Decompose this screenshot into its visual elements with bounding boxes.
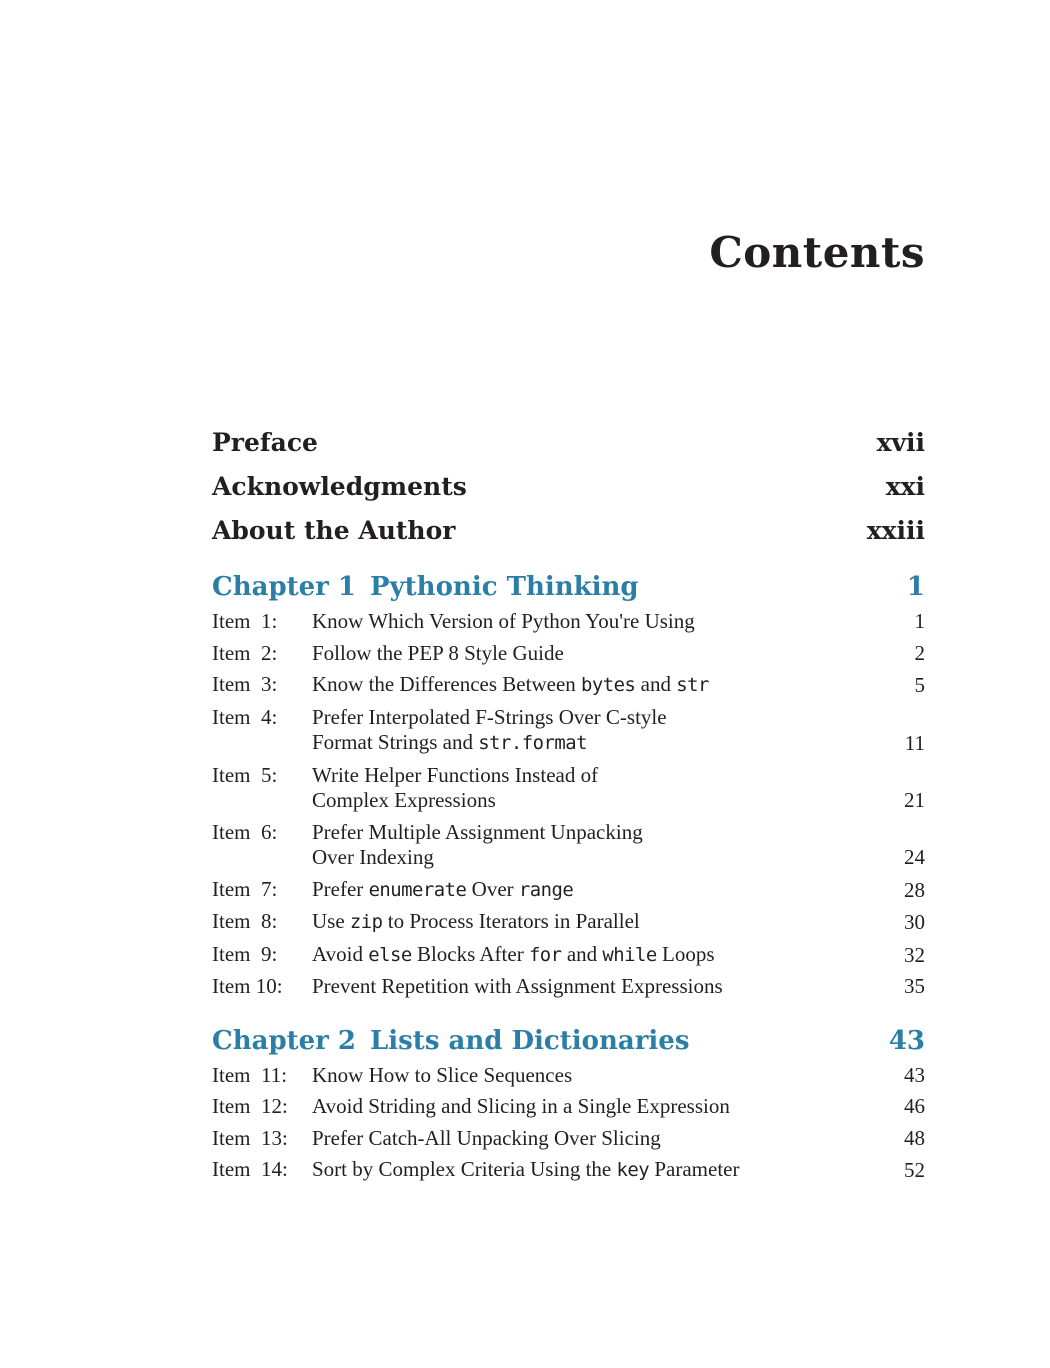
toc-item-page-number: 52 xyxy=(904,1158,925,1183)
inline-code: str.format xyxy=(478,732,587,755)
toc-item xyxy=(212,974,925,1000)
plain-text: Avoid xyxy=(312,941,369,966)
toc-item-line xyxy=(312,705,861,731)
plain-text: Know Which Version of Python You're Using xyxy=(312,609,695,634)
toc-item-label: Item 9: xyxy=(212,941,278,966)
toc-item xyxy=(212,909,925,936)
toc-item-text xyxy=(312,763,869,814)
toc-item-page-number: 1 xyxy=(914,609,925,634)
toc-item xyxy=(212,1094,925,1120)
toc-item-text xyxy=(312,672,869,699)
toc-item-line xyxy=(312,609,861,635)
toc-item xyxy=(212,609,925,635)
toc-item-label: Item 10: xyxy=(212,974,283,999)
plain-text: Prefer Interpolated F-Strings Over C-style xyxy=(312,704,667,729)
toc-item-page-number: 5 xyxy=(914,673,925,698)
plain-text: Write Helper Functions Instead of xyxy=(312,762,599,787)
chapter-heading xyxy=(212,1024,925,1058)
toc-item-text xyxy=(312,1157,869,1184)
toc-item xyxy=(212,641,925,667)
toc-item-page-number: 35 xyxy=(904,974,925,999)
toc-item xyxy=(212,820,925,871)
toc-item xyxy=(212,763,925,814)
toc-item xyxy=(212,1126,925,1152)
toc-item-line xyxy=(312,845,861,871)
toc-item xyxy=(212,942,925,969)
front-matter-page-number: xvii xyxy=(876,428,925,458)
inline-code: bytes xyxy=(581,674,636,697)
toc-item-line xyxy=(312,909,861,936)
plain-text: Prefer xyxy=(312,876,369,901)
toc-item-page-number: 28 xyxy=(904,877,925,902)
toc-item xyxy=(212,877,925,904)
chapter-page-number: 43 xyxy=(888,1025,925,1056)
plain-text: Prefer Catch-All Unpacking Over Slicing xyxy=(312,1125,661,1150)
inline-code: for xyxy=(528,943,562,966)
toc-item xyxy=(212,672,925,699)
toc-item-label: Item 8: xyxy=(212,909,278,934)
toc-item-text xyxy=(312,877,869,904)
toc-item-line xyxy=(312,1063,861,1089)
toc-item-line xyxy=(312,942,861,969)
toc-item-page-number: 11 xyxy=(904,731,925,756)
plain-text: Follow the PEP 8 Style Guide xyxy=(312,640,564,665)
chapter-title: Lists and Dictionaries xyxy=(370,1025,690,1056)
toc-item-text xyxy=(312,641,869,667)
chapter-heading xyxy=(212,570,925,604)
toc-item-text xyxy=(312,942,869,969)
front-matter-list xyxy=(212,428,925,546)
front-matter-title: About the Author xyxy=(212,516,456,546)
front-matter-page-number: xxiii xyxy=(866,516,925,546)
chapter-items xyxy=(212,609,925,1000)
plain-text: Blocks After xyxy=(411,941,529,966)
chapter-label: Chapter 2 xyxy=(212,1025,357,1056)
toc-item-line xyxy=(312,1157,861,1184)
toc-item-line xyxy=(312,763,861,789)
toc-item-label: Item 11: xyxy=(212,1062,288,1087)
inline-code: key xyxy=(616,1159,650,1182)
plain-text: Sort by Complex Criteria Using the xyxy=(312,1157,617,1182)
toc-item-label: Item 12: xyxy=(212,1094,288,1119)
toc-item-label: Item 13: xyxy=(212,1125,288,1150)
toc-item-text xyxy=(312,974,869,1000)
toc-item-text xyxy=(312,1094,869,1120)
inline-code: enumerate xyxy=(368,878,467,901)
inline-code: while xyxy=(602,943,657,966)
toc-item-text xyxy=(312,609,869,635)
toc-item-label: Item 2: xyxy=(212,640,278,665)
toc-item-page-number: 2 xyxy=(914,640,925,665)
plain-text: Prefer Multiple Assignment Unpacking xyxy=(312,819,643,844)
toc-item-line xyxy=(312,1126,861,1152)
toc-item xyxy=(212,705,925,757)
front-matter-page-number: xxi xyxy=(885,472,925,502)
front-matter-entry xyxy=(212,472,925,502)
front-matter-entry xyxy=(212,516,925,546)
inline-code: range xyxy=(518,878,574,901)
toc-item-page-number: 48 xyxy=(904,1125,925,1150)
toc-item-label: Item 6: xyxy=(212,819,278,844)
plain-text: and xyxy=(561,941,603,966)
plain-text: Parameter xyxy=(649,1157,740,1182)
chapters-list xyxy=(212,570,925,1184)
toc-item-line xyxy=(312,974,861,1000)
toc-item xyxy=(212,1157,925,1184)
toc-item-line xyxy=(312,820,861,846)
toc-item-label: Item 14: xyxy=(212,1157,288,1182)
toc-item-label: Item 3: xyxy=(212,672,278,697)
page-title: Contents xyxy=(709,228,925,277)
toc-item-text xyxy=(312,909,869,936)
chapter-block xyxy=(212,570,925,1000)
toc-item-label: Item 1: xyxy=(212,609,278,634)
toc-item-page-number: 30 xyxy=(904,910,925,935)
toc-item-text xyxy=(312,1126,869,1152)
toc-item-page-number: 32 xyxy=(904,942,925,967)
chapter-block xyxy=(212,1024,925,1184)
toc-item-line xyxy=(312,672,861,699)
plain-text: Know the Differences Between xyxy=(312,672,582,697)
chapter-items xyxy=(212,1063,925,1184)
toc-item-page-number: 43 xyxy=(904,1062,925,1087)
inline-code: zip xyxy=(349,911,383,934)
toc-item-line xyxy=(312,788,861,814)
inline-code: else xyxy=(368,943,412,966)
chapter-label: Chapter 1 xyxy=(212,572,357,603)
chapter-title: Pythonic Thinking xyxy=(370,572,639,603)
toc-item-text xyxy=(312,820,869,871)
plain-text: Know How to Slice Sequences xyxy=(312,1062,573,1087)
toc-item-label: Item 4: xyxy=(212,704,278,729)
front-matter-entry xyxy=(212,428,925,458)
toc-item-page-number: 21 xyxy=(904,788,925,813)
inline-code: str xyxy=(676,674,709,697)
plain-text: Format Strings and xyxy=(312,730,479,755)
plain-text: Loops xyxy=(656,941,715,966)
toc-item-line xyxy=(312,877,861,904)
plain-text: Complex Expressions xyxy=(312,788,496,813)
toc-item-line xyxy=(312,1094,861,1120)
plain-text: to Process Iterators in Parallel xyxy=(382,909,640,934)
toc-item xyxy=(212,1063,925,1089)
plain-text: Avoid Striding and Slicing in a Single Expression xyxy=(312,1094,730,1119)
front-matter-title: Acknowledgments xyxy=(212,472,467,502)
plain-text: Over xyxy=(466,876,519,901)
toc-item-line xyxy=(312,641,861,667)
toc-item-page-number: 46 xyxy=(904,1094,925,1119)
toc-item-text xyxy=(312,705,869,757)
front-matter-title: Preface xyxy=(212,428,318,458)
toc-item-text xyxy=(312,1063,869,1089)
toc-item-page-number: 24 xyxy=(904,845,925,870)
toc-item-label: Item 7: xyxy=(212,876,278,901)
toc-item-label: Item 5: xyxy=(212,762,278,787)
plain-text: Over Indexing xyxy=(312,845,434,870)
chapter-page-number: 1 xyxy=(906,572,925,603)
toc-item-line xyxy=(312,730,861,757)
plain-text: Use xyxy=(312,909,350,934)
plain-text: Prevent Repetition with Assignment Expressions xyxy=(312,974,723,999)
plain-text: and xyxy=(635,672,677,697)
